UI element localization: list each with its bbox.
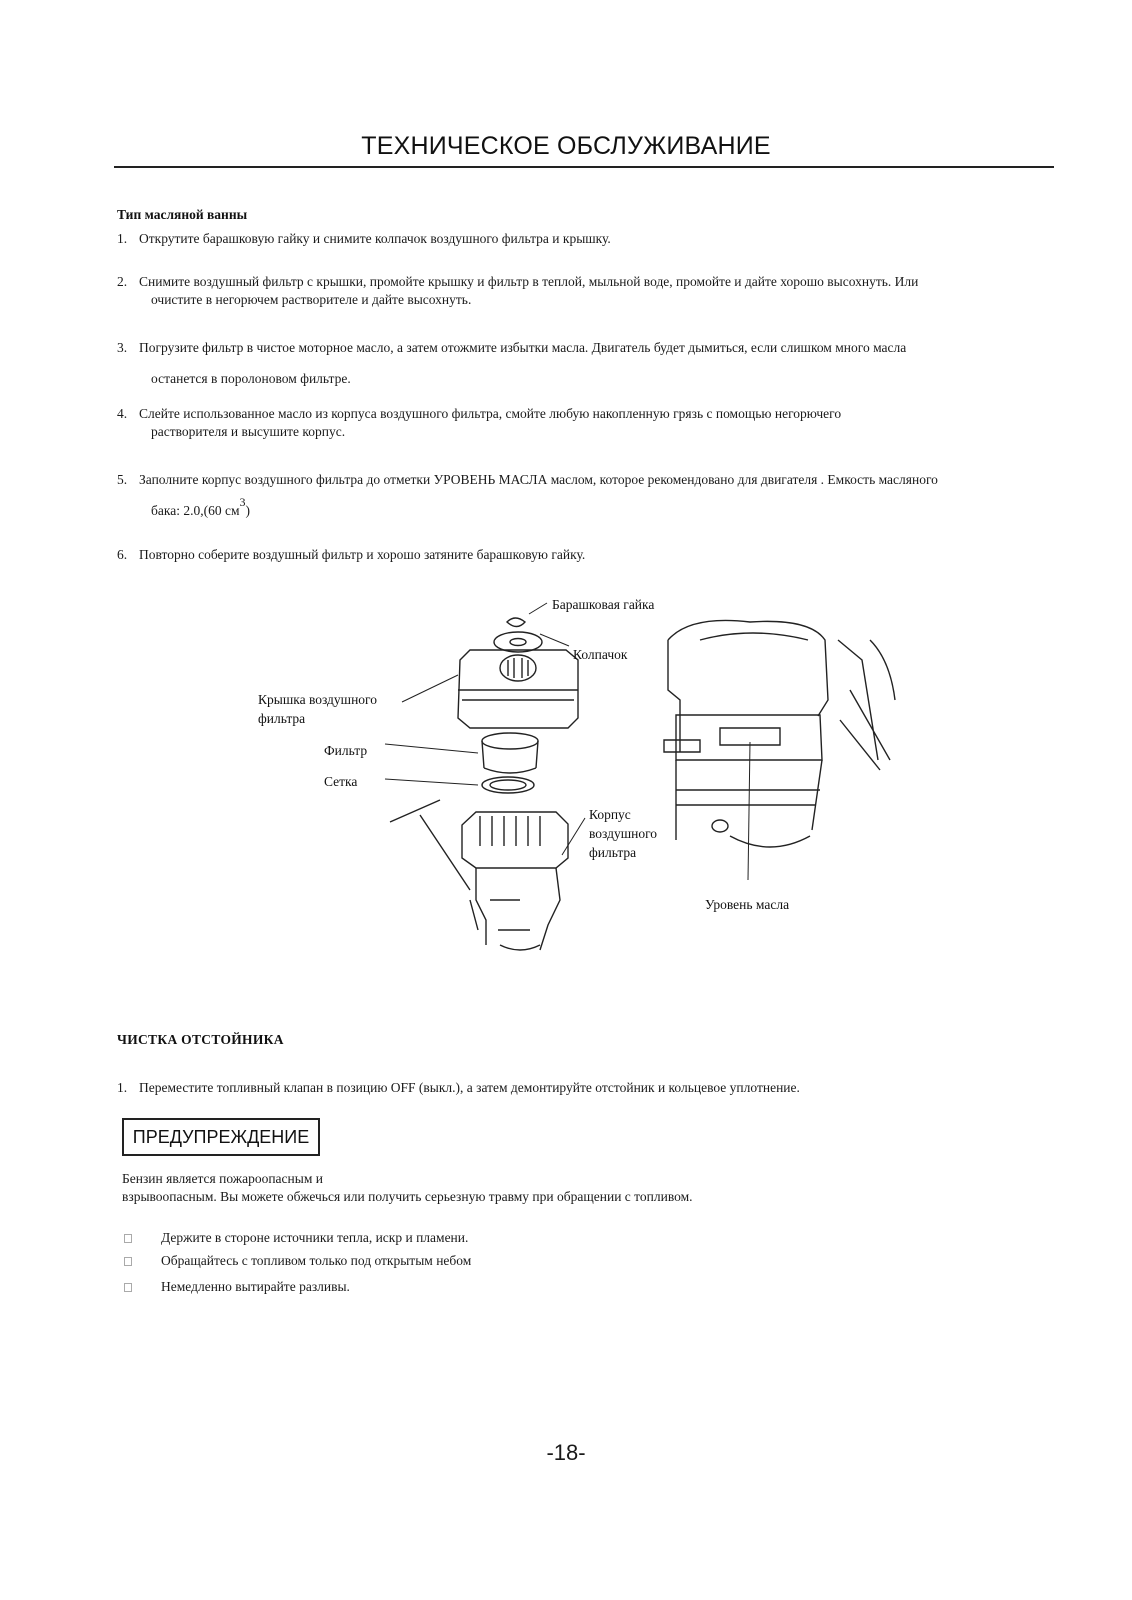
warning-bullet: Немедленно вытирайте разливы. <box>124 1279 350 1295</box>
label-screen: Сетка <box>324 774 358 789</box>
section-heading-oil-bath: Тип масляной ванны <box>117 207 248 222</box>
step-2: 2. Снимите воздушный фильтр с крышки, промойте крышку и фильтр в теплой, мыльной воде, промойте и дайте хорошо высохнуть. Или очистите в негорючем растворителе и дайте высохнуть. <box>117 274 919 307</box>
page-title: ТЕХНИЧЕСКОЕ ОБСЛУЖИВАНИЕ <box>361 132 771 160</box>
screen-shape <box>482 777 534 793</box>
label-cover: Крышка воздушного фильтра <box>258 692 378 726</box>
warning-box: ПРЕДУПРЕЖДЕНИЕ <box>122 1118 320 1156</box>
housing-shape <box>390 800 568 950</box>
warning-bullet: Обращайтесь с топливом только под открытым небом <box>124 1253 471 1269</box>
label-cap: Колпачок <box>573 647 628 662</box>
warning-bullet: Держите в стороне источники тепла, искр и пламени. <box>124 1230 468 1246</box>
cap-shape <box>494 632 542 652</box>
label-wing-nut: Барашковая гайка <box>552 597 655 612</box>
checkbox-bullet-icon <box>124 1234 132 1243</box>
checkbox-bullet-icon <box>124 1257 132 1266</box>
engine-shape <box>664 620 895 847</box>
label-oil-level: Уровень масла <box>705 897 790 912</box>
label-filter: Фильтр <box>324 743 368 758</box>
checkbox-bullet-icon <box>124 1283 132 1292</box>
step-4: 4. Слейте использованное масло из корпуса воздушного фильтра, смойте любую накопленную грязь с помощью негорючего растворителя и высушите корпус. <box>117 406 842 439</box>
wing-nut-shape <box>507 618 525 627</box>
warning-text: Бензин является пожароопасным и взрывоопасным. Вы можете обжечься или получить серьезную травму при обращении с топливом. <box>122 1171 693 1204</box>
step-6: 6. Повторно соберите воздушный фильтр и хорошо затяните барашковую гайку. <box>117 547 586 562</box>
step-5: 5. Заполните корпус воздушного фильтра до отметки УРОВЕНЬ МАСЛА маслом, которое рекомендовано для двигателя . Емкость масляного бака: 2.0,(60 см3) <box>117 472 938 518</box>
step-1: 1. Открутите барашковую гайку и снимите колпачок воздушного фильтра и крышку. <box>117 231 611 246</box>
sediment-step-1: 1. Переместите топливный клапан в позицию OFF (выкл.), а затем демонтируйте отстойник и кольцевое уплотнение. <box>117 1080 800 1095</box>
page-number: -18- <box>546 1440 586 1465</box>
step-3: 3. Погрузите фильтр в чистое моторное масло, а затем отожмите избытки масла. Двигатель будет дымиться, если слишком много масла останется в поролоновом фильтре. <box>117 340 907 386</box>
filter-shape <box>482 733 538 773</box>
section-heading-sediment: ЧИСТКА ОТСТОЙНИКА <box>117 1032 284 1047</box>
cover-shape <box>458 650 578 728</box>
label-housing: Корпус воздушного фильтра <box>589 807 658 860</box>
